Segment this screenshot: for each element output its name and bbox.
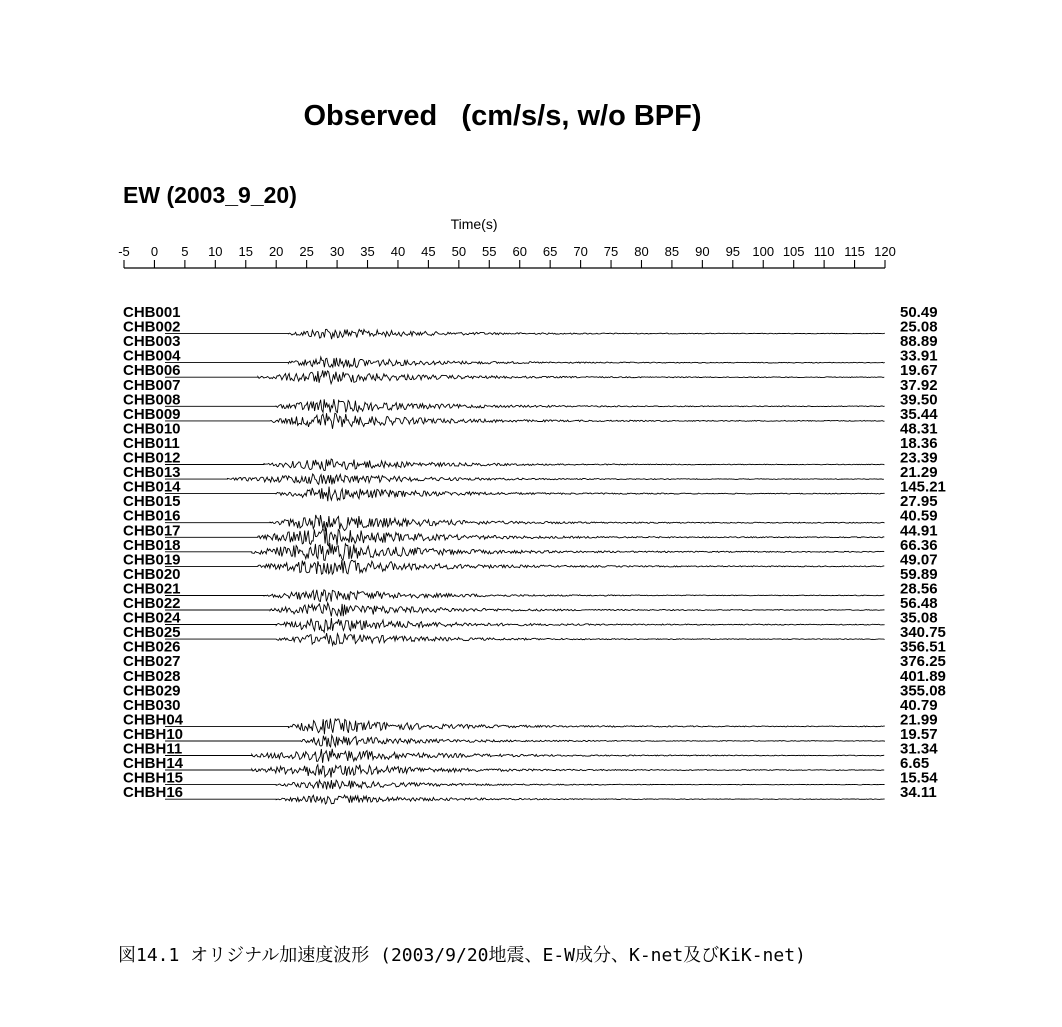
peak-value-label: 40.79 <box>900 696 938 714</box>
chart-subtitle: EW (2003_9_20) <box>123 182 297 208</box>
waveform-trace <box>165 459 884 471</box>
x-tick-label: 110 <box>813 244 835 259</box>
waveform-trace <box>165 780 885 789</box>
peak-value-label: 376.25 <box>900 653 946 671</box>
peak-value-label: 88.89 <box>900 333 938 351</box>
waveform-trace <box>165 543 884 560</box>
waveform-trace <box>165 515 885 531</box>
waveform-trace <box>165 795 885 804</box>
x-tick-label: 35 <box>360 244 375 259</box>
station-label: CHB001 <box>123 304 181 321</box>
x-tick-label: 65 <box>542 244 558 259</box>
station-label: CHB027 <box>123 653 181 671</box>
peak-value-label: 28.56 <box>900 580 938 598</box>
station-label: CHB012 <box>123 449 181 467</box>
station-label: CHB025 <box>123 624 181 642</box>
peak-value-label: 19.57 <box>900 725 938 743</box>
peak-value-label: 35.08 <box>900 609 938 627</box>
x-tick-label: 30 <box>329 244 345 259</box>
station-label: CHBH14 <box>123 755 184 773</box>
waveform-trace <box>165 735 885 747</box>
chart-title: Observed (cm/s/s, w/o BPF) <box>303 100 702 132</box>
peak-value-label: 356.51 <box>900 638 946 656</box>
waveform-trace <box>165 487 885 502</box>
station-label: CHB029 <box>123 682 181 700</box>
x-tick-label: 95 <box>725 244 741 259</box>
station-label: CHB028 <box>123 667 181 685</box>
station-label: CHBH11 <box>123 740 183 758</box>
peak-value-label: 401.89 <box>900 667 946 685</box>
x-axis-title: Time(s) <box>450 216 498 232</box>
x-tick-label: 50 <box>451 244 467 259</box>
peak-value-label: 145.21 <box>900 478 946 496</box>
station-label: CHB026 <box>123 638 181 656</box>
peak-value-label: 19.67 <box>900 362 938 380</box>
waveform-trace <box>165 357 885 368</box>
peak-value-label: 35.44 <box>900 405 938 423</box>
station-label: CHBH04 <box>123 711 184 729</box>
station-label: CHB014 <box>123 478 181 496</box>
x-tick-label: 120 <box>874 244 896 259</box>
station-label: CHB021 <box>123 580 181 598</box>
x-tick-label: 55 <box>482 244 497 259</box>
station-label: CHB030 <box>123 696 181 714</box>
x-tick-label: 45 <box>421 244 436 259</box>
waveform-trace <box>165 399 885 412</box>
waveform-trace <box>165 749 884 763</box>
waveform-trace <box>165 329 885 339</box>
peak-value-label: 340.75 <box>900 624 946 642</box>
x-tick-label: 115 <box>844 244 865 259</box>
station-label: CHB017 <box>123 522 181 540</box>
waveform-trace <box>165 719 885 735</box>
station-label: CHB016 <box>123 507 181 525</box>
station-label: CHB004 <box>123 347 181 365</box>
station-label: CHB010 <box>123 420 181 438</box>
x-tick-label: 10 <box>208 244 223 259</box>
peak-value-label: 31.34 <box>900 740 938 758</box>
peak-value-label: 56.48 <box>900 595 938 612</box>
x-tick-label: 5 <box>181 244 189 259</box>
peak-value-label: 15.54 <box>900 769 938 787</box>
x-tick-label: 100 <box>752 244 775 259</box>
peak-value-label: 59.89 <box>900 565 938 583</box>
peak-value-label: 23.39 <box>900 449 938 467</box>
station-label: CHB024 <box>123 609 181 627</box>
peak-value-label: 33.91 <box>900 347 938 365</box>
station-label: CHB022 <box>123 595 181 612</box>
station-label: CHB020 <box>123 565 181 583</box>
station-label: CHB019 <box>123 551 181 569</box>
station-label: CHB009 <box>123 405 181 423</box>
peak-value-label: 18.36 <box>900 434 938 452</box>
station-label: CHBH10 <box>123 725 184 743</box>
peak-value-label: 6.65 <box>900 755 930 773</box>
peak-value-label: 39.50 <box>900 391 938 409</box>
peak-value-label: 66.36 <box>900 536 938 554</box>
waveform-trace <box>165 765 884 778</box>
x-tick-label: 25 <box>299 244 314 259</box>
station-label: CHB018 <box>123 536 181 554</box>
peak-value-label: 50.49 <box>900 304 938 321</box>
waveform-trace <box>165 603 885 617</box>
station-label: CHBH16 <box>123 784 184 802</box>
station-label: CHB011 <box>123 434 180 452</box>
waveform-trace <box>165 618 885 632</box>
peak-value-label: 27.95 <box>900 493 938 511</box>
waveform-trace <box>165 413 885 429</box>
waveform-trace <box>165 590 884 602</box>
peak-value-label: 49.07 <box>900 551 938 569</box>
peak-value-label: 34.11 <box>900 784 937 802</box>
x-tick-label: 20 <box>268 244 284 259</box>
x-tick-label: 40 <box>390 244 406 259</box>
waveform-trace <box>165 474 884 484</box>
x-tick-label: 70 <box>573 244 588 259</box>
x-tick-label: 90 <box>695 244 710 259</box>
x-tick-label: 105 <box>782 244 805 259</box>
peak-value-label: 25.08 <box>900 318 938 336</box>
station-label: CHB006 <box>123 362 181 380</box>
station-label: CHB008 <box>123 391 181 409</box>
x-tick-label: 15 <box>238 244 253 259</box>
x-tick-label: 75 <box>603 244 619 259</box>
waveform-trace <box>165 633 885 645</box>
x-tick-label: 85 <box>664 244 680 259</box>
x-tick-label: -5 <box>118 244 130 259</box>
peak-value-label: 21.29 <box>900 464 938 482</box>
peak-value-label: 37.92 <box>900 376 938 394</box>
waveform-trace <box>165 560 884 574</box>
station-label: CHB015 <box>123 493 181 511</box>
peak-value-label: 21.99 <box>900 711 938 729</box>
peak-value-label: 355.08 <box>900 682 946 700</box>
station-label: CHB013 <box>123 464 181 482</box>
waveform-trace <box>165 370 884 383</box>
x-tick-label: 0 <box>150 244 159 259</box>
station-label: CHB007 <box>123 376 181 394</box>
figure-caption: 図14.1 オリジナル加速度波形 (2003/9/20地震、E-W成分、K-net及びKiK-net) <box>118 945 806 966</box>
station-label: CHBH15 <box>123 769 184 787</box>
station-label: CHB002 <box>123 318 181 336</box>
peak-value-label: 48.31 <box>900 420 938 438</box>
peak-value-label: 40.59 <box>900 507 938 525</box>
station-label: CHB003 <box>123 333 181 351</box>
peak-value-label: 44.91 <box>900 522 938 540</box>
x-tick-label: 80 <box>634 244 649 259</box>
waveform-trace <box>165 528 884 546</box>
x-tick-label: 60 <box>512 244 527 259</box>
